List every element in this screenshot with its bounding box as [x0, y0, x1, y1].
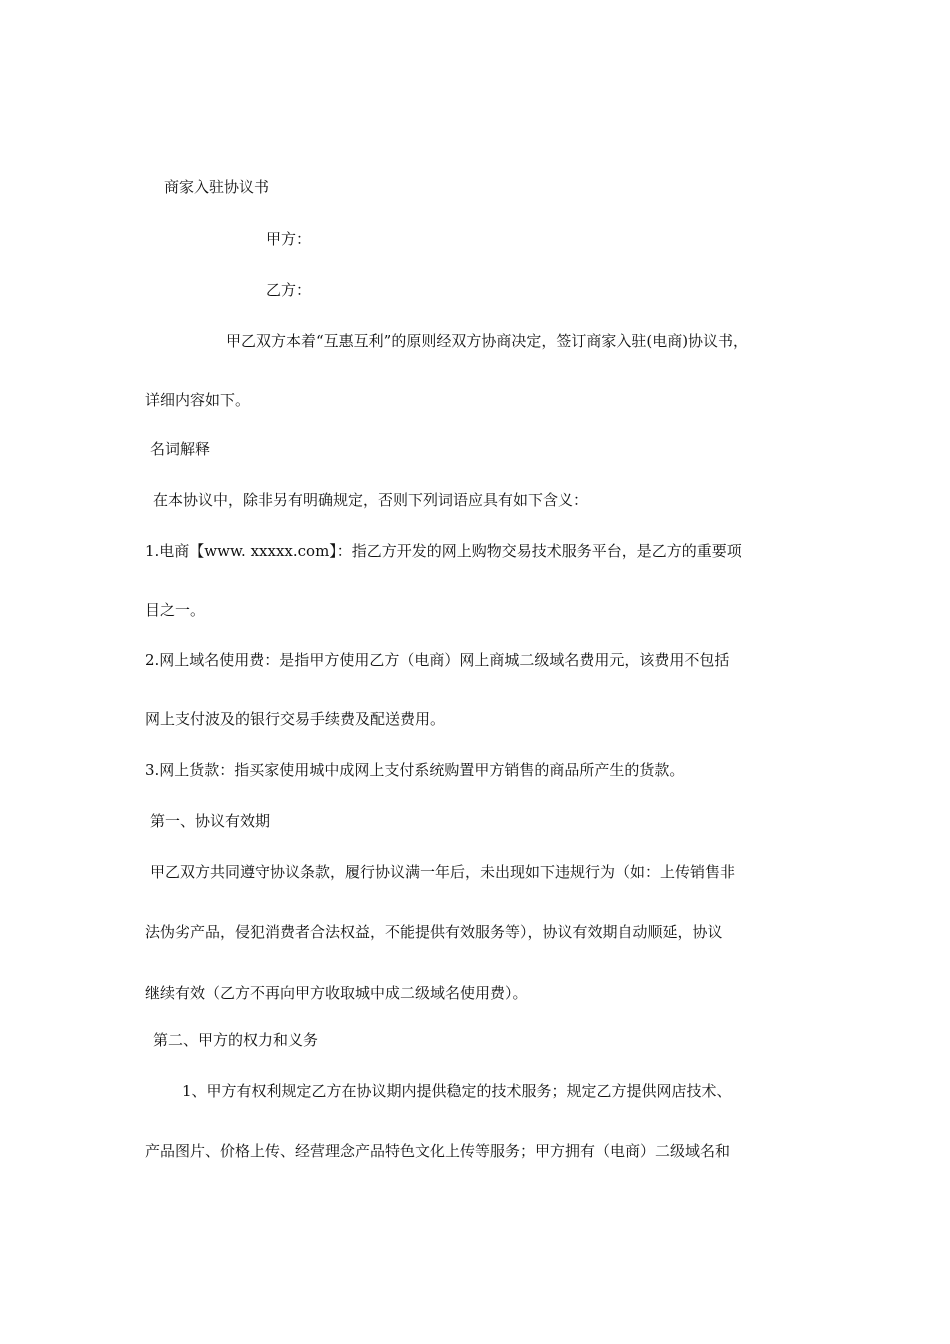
- definition-item-2: 2.网上域名使用费：是指甲方使用乙方（电商）网上商城二级域名费用元，该费用不包括: [145, 651, 730, 669]
- party-a-label: 甲方：: [266, 230, 312, 248]
- document-title: 商家入驻协议书: [164, 178, 270, 196]
- section-1-line: 继续有效（乙方不再向甲方收取城中成二级域名使用费）。: [145, 984, 528, 1002]
- section-2-line: 1、甲方有权利规定乙方在协议期内提供稳定的技术服务；规定乙方提供网店技术、: [182, 1082, 732, 1100]
- intro-line: 甲乙双方本着“互惠互利”的原则经双方协商决定，签订商家入驻(电商)协议书，: [226, 332, 749, 350]
- section-2-heading: 第二、甲方的权力和义务: [153, 1031, 319, 1049]
- definition-item-2-cont: 网上支付波及的银行交易手续费及配送费用。: [145, 710, 446, 728]
- definition-item-1-cont: 目之一。: [145, 601, 206, 619]
- section-1-line: 甲乙双方共同遵守协议条款，履行协议满一年后，未出现如下违规行为（如：上传销售非: [150, 863, 736, 881]
- definition-item-1: 1.电商【www. xxxxx.com】：指乙方开发的网上购物交易技术服务平台，是乙方的重要项: [145, 542, 742, 560]
- definitions-heading: 名词解释: [150, 440, 211, 458]
- definitions-lead: 在本协议中，除非另有明确规定，否则下列词语应具有如下含义：: [153, 491, 589, 509]
- intro-line: 详细内容如下。: [145, 391, 251, 409]
- party-b-label: 乙方：: [266, 281, 312, 299]
- definition-item-3: 3.网上货款：指买家使用城中成网上支付系统购置甲方销售的商品所产生的货款。: [145, 761, 685, 779]
- section-1-line: 法伪劣产品，侵犯消费者合法权益，不能提供有效服务等），协议有效期自动顺延，协议: [145, 923, 723, 941]
- section-1-heading: 第一、协议有效期: [150, 812, 271, 830]
- section-2-line: 产品图片、价格上传、经营理念产品特色文化上传等服务；甲方拥有（电商）二级域名和: [145, 1142, 731, 1160]
